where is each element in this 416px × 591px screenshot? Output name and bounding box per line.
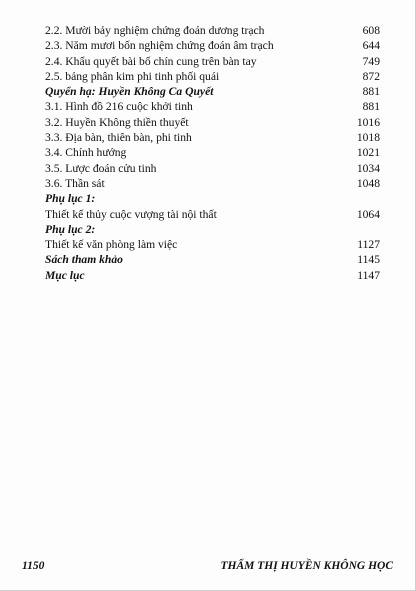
toc-entry-page: 1018 xyxy=(356,131,380,145)
page-footer xyxy=(22,560,393,572)
toc-entry xyxy=(45,38,380,53)
toc-entry-page: 1048 xyxy=(356,176,380,190)
toc-entry-title: 3.5. Lược đoán cửu tinh xyxy=(45,161,157,175)
toc-heading-title: Mục lục xyxy=(45,268,85,282)
toc-entry-title: 3.2. Huyền Không thiền thuyết xyxy=(45,115,189,129)
toc-entry-page: 749 xyxy=(362,54,380,68)
running-book-title: THẨM THỊ HUYỀN KHÔNG HỌC xyxy=(220,560,393,572)
toc-entry xyxy=(45,161,380,176)
toc-entry-page: 1016 xyxy=(356,115,380,129)
toc-heading-title: Quyển hạ: Huyền Không Ca Quyết xyxy=(45,85,214,99)
toc-section-heading xyxy=(45,84,380,99)
toc-entry xyxy=(45,69,380,84)
toc-heading-title: Sách tham khảo xyxy=(45,253,123,267)
toc-entry-page: 1021 xyxy=(356,146,380,160)
toc-entry-title: 2.5. bảng phân kim phi tinh phối quái xyxy=(45,69,220,83)
toc-entry-page: 1127 xyxy=(357,238,380,252)
toc-heading-title: Phụ lục 2: xyxy=(45,222,96,236)
toc-entry-title: 2.2. Mười bảy nghiệm chứng đoán dương trạch xyxy=(45,24,265,37)
toc-entry xyxy=(45,130,380,145)
toc-section-heading xyxy=(45,191,380,206)
toc-entry xyxy=(45,207,380,222)
toc-entry-title: 3.4. Chính hướng xyxy=(45,146,127,160)
toc-entry-title: 2.4. Khẩu quyết bài bố chín cung trên bàn tay xyxy=(45,54,257,68)
toc-entry-title: Thiết kế thủy cuộc vượng tài nội thất xyxy=(45,207,217,221)
toc-entry-page: 872 xyxy=(362,69,380,83)
page-number: 1150 xyxy=(22,560,45,572)
toc-section-heading xyxy=(45,268,380,283)
toc-entry-page: 1145 xyxy=(357,253,380,267)
toc-entry xyxy=(45,176,380,191)
toc-entry-title: 2.3. Năm mươi bốn nghiệm chứng đoán âm trạch xyxy=(45,39,274,53)
toc-entry xyxy=(45,145,380,160)
toc-entry-page: 1147 xyxy=(357,268,380,282)
toc-entry-title: 3.1. Hình đồ 216 cuộc khởi tinh xyxy=(45,100,193,114)
toc-entry-title: 3.3. Địa bàn, thiên bàn, phi tinh xyxy=(45,131,192,145)
toc-entry-page: 644 xyxy=(362,39,380,53)
toc-entry xyxy=(45,54,380,69)
toc-entry-title: 3.6. Thần sát xyxy=(45,176,105,190)
toc-section-heading xyxy=(45,252,380,267)
toc-entry xyxy=(45,115,380,130)
toc-entry-page: 1034 xyxy=(356,161,380,175)
toc-entry xyxy=(45,237,380,252)
toc-entry-page: 1064 xyxy=(356,207,380,221)
toc-entry xyxy=(45,99,380,114)
toc-entry xyxy=(45,23,380,38)
toc-entry-page: 881 xyxy=(362,100,380,114)
toc-entry-page: 881 xyxy=(362,85,380,99)
toc-entry-page: 608 xyxy=(362,24,380,37)
toc-entry-title: Thiết kế văn phòng làm việc xyxy=(45,238,178,252)
toc-section-heading xyxy=(45,222,380,237)
table-of-contents xyxy=(45,23,380,283)
toc-heading-title: Phụ lục 1: xyxy=(45,192,96,206)
